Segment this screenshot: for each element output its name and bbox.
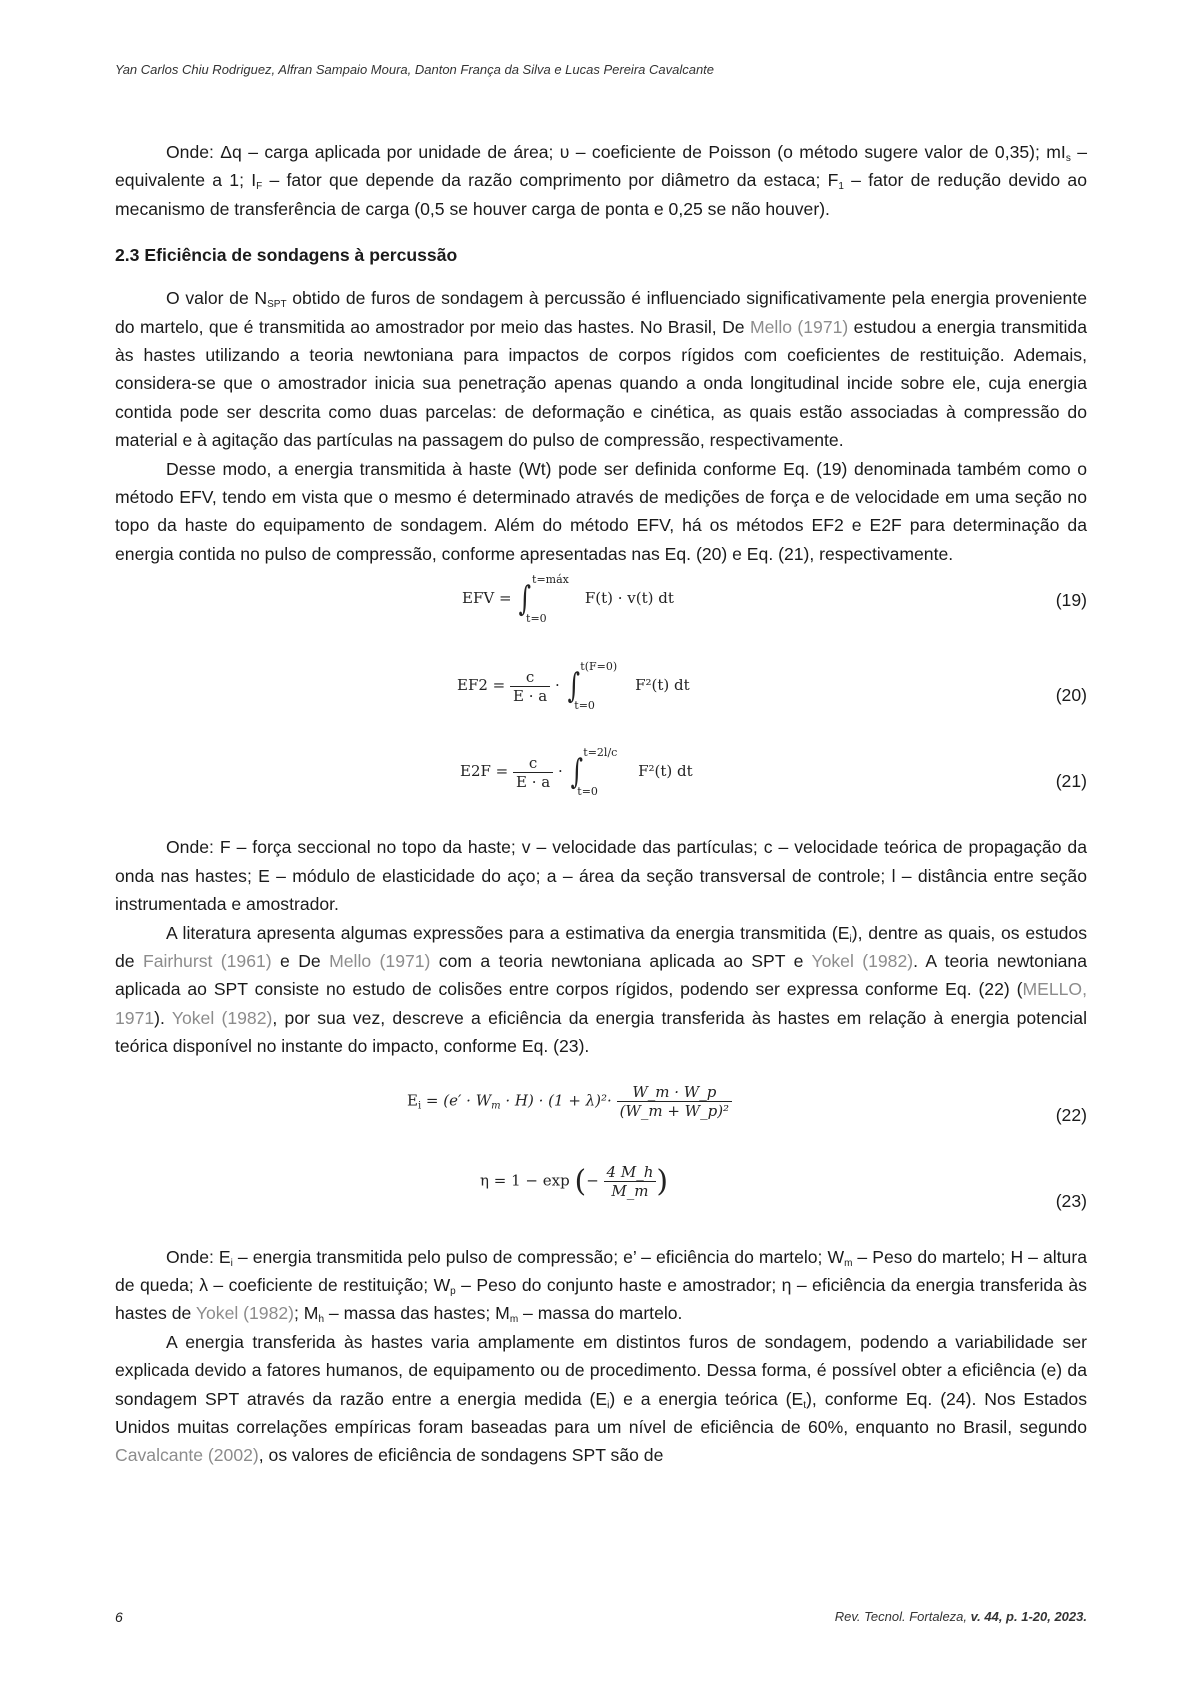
equation-21: E2F = $\frac{c}{E \cdot a}$ · ∫ t=2l/c t=0 F²(t) dt (21) xyxy=(460,746,1087,799)
citation-link[interactable]: Mello (1971) xyxy=(329,950,431,971)
equation-19: EFV = ∫ t=máx t=0 F(t) · v(t) dt (19) xyxy=(462,573,1087,626)
paragraph-onde-2: Onde: F – força seccional no topo da haste; v – velocidade das partículas; c – velocidade teórica de propagação da onda nas hastes; E – módulo de elasticidade do aço; a – área da seção transversal de controle; l – distância entre seção instrumentada e amostrador. xyxy=(115,837,1087,915)
equation-number: (23) xyxy=(1055,1190,1087,1211)
equation-22: $E_i = (e' \cdot W_m \cdot H) \cdot (1 + \lambda)^2\cdot$ $\frac{W\_m \cdot W\_p}{\text{(W\_m + W\_p)²}}$ (22) xyxy=(407,1082,1087,1125)
running-header: Yan Carlos Chiu Rodriguez, Alfran Sampaio Moura, Danton França da Silva e Lucas Pereira Cavalcante xyxy=(115,62,715,77)
page-number: 6 xyxy=(115,1609,123,1625)
equation-23: η = 1 − exp (− $\frac{4 M\_h}{M\_m}$ ) (23) xyxy=(480,1162,1087,1211)
paragraph-onde-1: Onde: Δq – carga aplicada por unidade de área; υ – coeficiente de Poisson (o método sugere valor de 0,35); $mI_s$ – equivalente a 1; $I_F$ – fator que depende da razão comprimento por diâmetro da estaca; $F_1$ – fator de redução devido ao mecanismo de transferência de carga (0,5 se houver carga de ponta e 0,25 se não houver). xyxy=(115,142,1087,219)
citation-link[interactable]: MELLO, 1971 xyxy=(115,979,1087,1028)
paragraph-literatura: A literatura apresenta algumas expressões para a estimativa da energia transmitida $(E_i)$, dentre as quais, os estudos de Fairhurst (1961) e De Mello (1971) com a teoria newtoniana aplicada ao SPT e Yokel (1982). A teoria newtoniana aplicada ao SPT consiste no estudo de colisões entre corpos rígidos, podendo ser expressa conforme Eq. (22) (MELLO, 1971). Yokel (1982), por sua vez, descreve a eficiência da energia transferida às hastes em relação à energia potencial teórica disponível no instante do impacto, conforme Eq. (23). xyxy=(115,922,1088,1057)
equation-number: (20) xyxy=(1055,685,1087,706)
citation-link[interactable]: Fairhurst (1961) xyxy=(142,950,272,971)
section-title: 2.3 Eficiência de sondagens à percussão xyxy=(115,245,458,266)
citation-link[interactable]: Mello (1971) xyxy=(749,316,849,337)
citation-link[interactable]: Yokel (1982) xyxy=(811,950,914,971)
citation-link[interactable]: Cavalcante (2002) xyxy=(115,1445,259,1466)
equation-number: (21) xyxy=(1055,771,1087,792)
equation-number: (22) xyxy=(1055,1104,1087,1125)
journal-footer: Rev. Tecnol. Fortaleza, v. 44, p. 1-20, 2023. xyxy=(834,1609,1087,1624)
paragraph-onde-3: Onde: $E_i$ – energia transmitida pelo pulso de compressão; e’ – eficiência do martelo; $W_m$ – Peso do martelo; H – altura de queda; λ – coeficiente de restituição; $W_p$ – Peso do conjunto haste e amostrador; η – eficiência da energia transferida às hastes de Yokel (1982); $M_h$ – massa das hastes; $M_m$ – massa do martelo. xyxy=(115,1246,1087,1326)
citation-link[interactable]: Yokel (1982) xyxy=(195,1303,295,1324)
citation-link[interactable]: Yokel (1982) xyxy=(171,1007,273,1028)
equation-number: (19) xyxy=(1055,590,1087,611)
paragraph-energia: A energia transferida às hastes varia amplamente em distintos furos de sondagem, podendo a variabilidade ser explicada devido a fatores humanos, de equipamento ou de procedimento. Dessa forma, é possível obter a eficiência (e) da sondagem SPT através da razão entre a energia medida $(E_i)$ e a energia teórica $(E_t)$, conforme Eq. (24). Nos Estados Unidos muitas correlações empíricas foram baseadas para um nível de eficiência de 60%, enquanto no Brasil, segundo Cavalcante (2002), os valores de eficiência de sondagens SPT são de xyxy=(115,1331,1087,1466)
paragraph-nspt: O valor de $N_{SPT}$ obtido de furos de sondagem à percussão é influenciado significativamente pela energia proveniente do martelo, que é transmitida ao amostrador por meio das hastes. No Brasil, De Mello (1971) estudou a energia transmitida às hastes utilizando a teoria newtoniana para impactos de corpos rígidos com coeficientes de restituição. Ademais, considera-se que o amostrador inicia sua penetração apenas quando a onda longitudinal incide sobre ele, cuja energia contida pode ser descrita como duas parcelas: de deformação e cinética, as quais estão associadas à compressão do material e à agitação das partículas na passagem do pulso de compressão, respectivamente. xyxy=(115,288,1088,451)
paragraph-efv: Desse modo, a energia transmitida à haste (Wt) pode ser definida conforme Eq. (19) denominada também como o método EFV, tendo em vista que o mesmo é determinado através de medições de força e de velocidade em uma seção no topo da haste do equipamento de sondagem. Além do método EFV, há os métodos EF2 e E2F para determinação da energia contida no pulso de compressão, conforme apresentadas nas Eq. (20) e Eq. (21), respectivamente. xyxy=(115,458,1087,564)
equation-20: EF2 = $\frac{c}{E \cdot a}$ · ∫ t(F=0) t=0 F²(t) dt (20) xyxy=(457,660,1087,713)
page-body xyxy=(115,138,1087,1470)
